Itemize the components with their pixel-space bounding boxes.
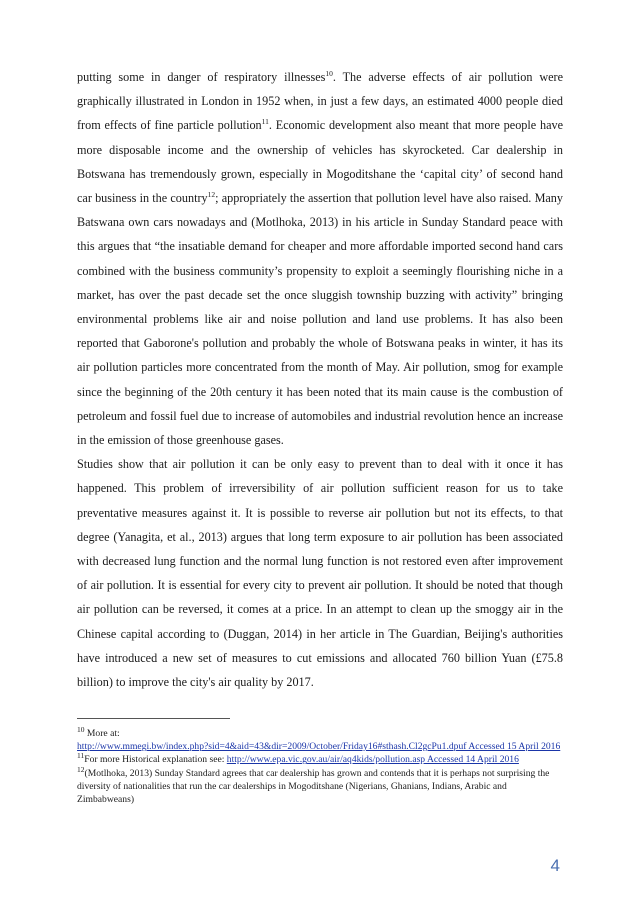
footnote-number: 12 [77, 764, 85, 774]
paragraph-1-text-b: . The adverse effects of air pollution were graphically illustrated in London in 1952 when, in just a few days, an estimated 4000 people died from effects of fine particle pollution [77, 70, 563, 133]
paragraph-1-text-a: putting some in danger of respiratory illnesses [77, 70, 326, 84]
footnote-number: 10 [77, 724, 85, 734]
footnote-link[interactable]: http://www.mmegi.bw/index.php?sid=4&aid=43&dir=2009/October/Friday16#sthash.Cl2gcPu1.dpuf Accessed 15 April 2016 [77, 741, 561, 753]
footnote-11 [77, 753, 563, 766]
body-text [77, 65, 563, 694]
footnotes [77, 724, 563, 806]
footnote-text: (Motlhoka, 2013) Sunday Standard agrees that car dealership has grown and contends that it is perhaps not surprising the diversity of nationalities that run the car dealerships in Mogoditshane (Nigerians, Ghanians, Indians, Arabic and Zimbabweans) [77, 767, 550, 806]
footnote-link[interactable]: http://www.epa.vic.gov.au/air/aq4kids/pollution.asp Accessed 14 April 2016 [226, 754, 519, 766]
footnote-number: 11 [77, 751, 85, 761]
paragraph-2: Studies show that air pollution it can be only easy to prevent than to deal with it once it has happened. This problem of irreversibility of air pollution sufficient reason for us to take preventative measures against it. It is possible to reverse air pollution but not its effects, to that degree (Yanagita, et al., 2013) argues that long term exposure to air pollution has been associated with decreased lung function and the normal lung function is not restored even after improvement of air pollution. It is essential for every city to prevent air pollution. It should be noted that though air pollution can be reversed, it comes at a price. In an attempt to clean up the smoggy air in the Chinese capital according to (Duggan, 2014) in her article in The Guardian, Beijing's authorities have introduced a new set of measures to cut emissions and allocated 760 billion Yuan (£75.8 billion) to improve the city's air quality by 2017. [77, 457, 563, 690]
footnote-ref-11[interactable]: 11 [261, 117, 269, 127]
page-number: 4 [550, 856, 560, 875]
footnote-text: For more Historical explanation see: [84, 754, 227, 766]
paragraph-1-text-d: ; appropriately the assertion that pollution level have also raised. Many Batswana own cars nowadays and (Motlhoka, 2013) in his article in Sunday Standard peace with this argues that “the insatiable demand for cheaper and more affordable imported second hand cars combined with the business community’s propensity to exploit a seemingly flourishing niche in a market, has over the past decade set the once sluggish township buzzing with activity” bringing environmental problems like air and noise pollution and land use problems. It has also been reported that Gaborone's pollution and probably the whole of Botswana peaks in winter, it has its air pollution particles more concentrated from the month of May. Air pollution, smog for example since the beginning of the 20th century it has been noted that its main cause is the combustion of petroleum and fossil fuel due to increase of automobiles and industrial revolution hence an increase in the emission of those greenhouse gases. [77, 191, 563, 448]
footnote-12 [77, 764, 563, 807]
footnote-ref-10[interactable]: 10 [325, 68, 333, 78]
footnote-text: More at: [84, 728, 120, 739]
footnote-10 [77, 724, 563, 753]
paragraph-1 [77, 65, 563, 452]
footnote-ref-12[interactable]: 12 [207, 189, 216, 199]
footnote-separator [77, 718, 230, 719]
paragraph-1-text-c: . Economic development also meant that more people have more disposable income and the ownership of vehicles has skyrocketed. Car dealership in Botswana has tremendously grown, especially in Mogoditshane the ‘capital city’ of second hand car business in the country [77, 118, 563, 206]
